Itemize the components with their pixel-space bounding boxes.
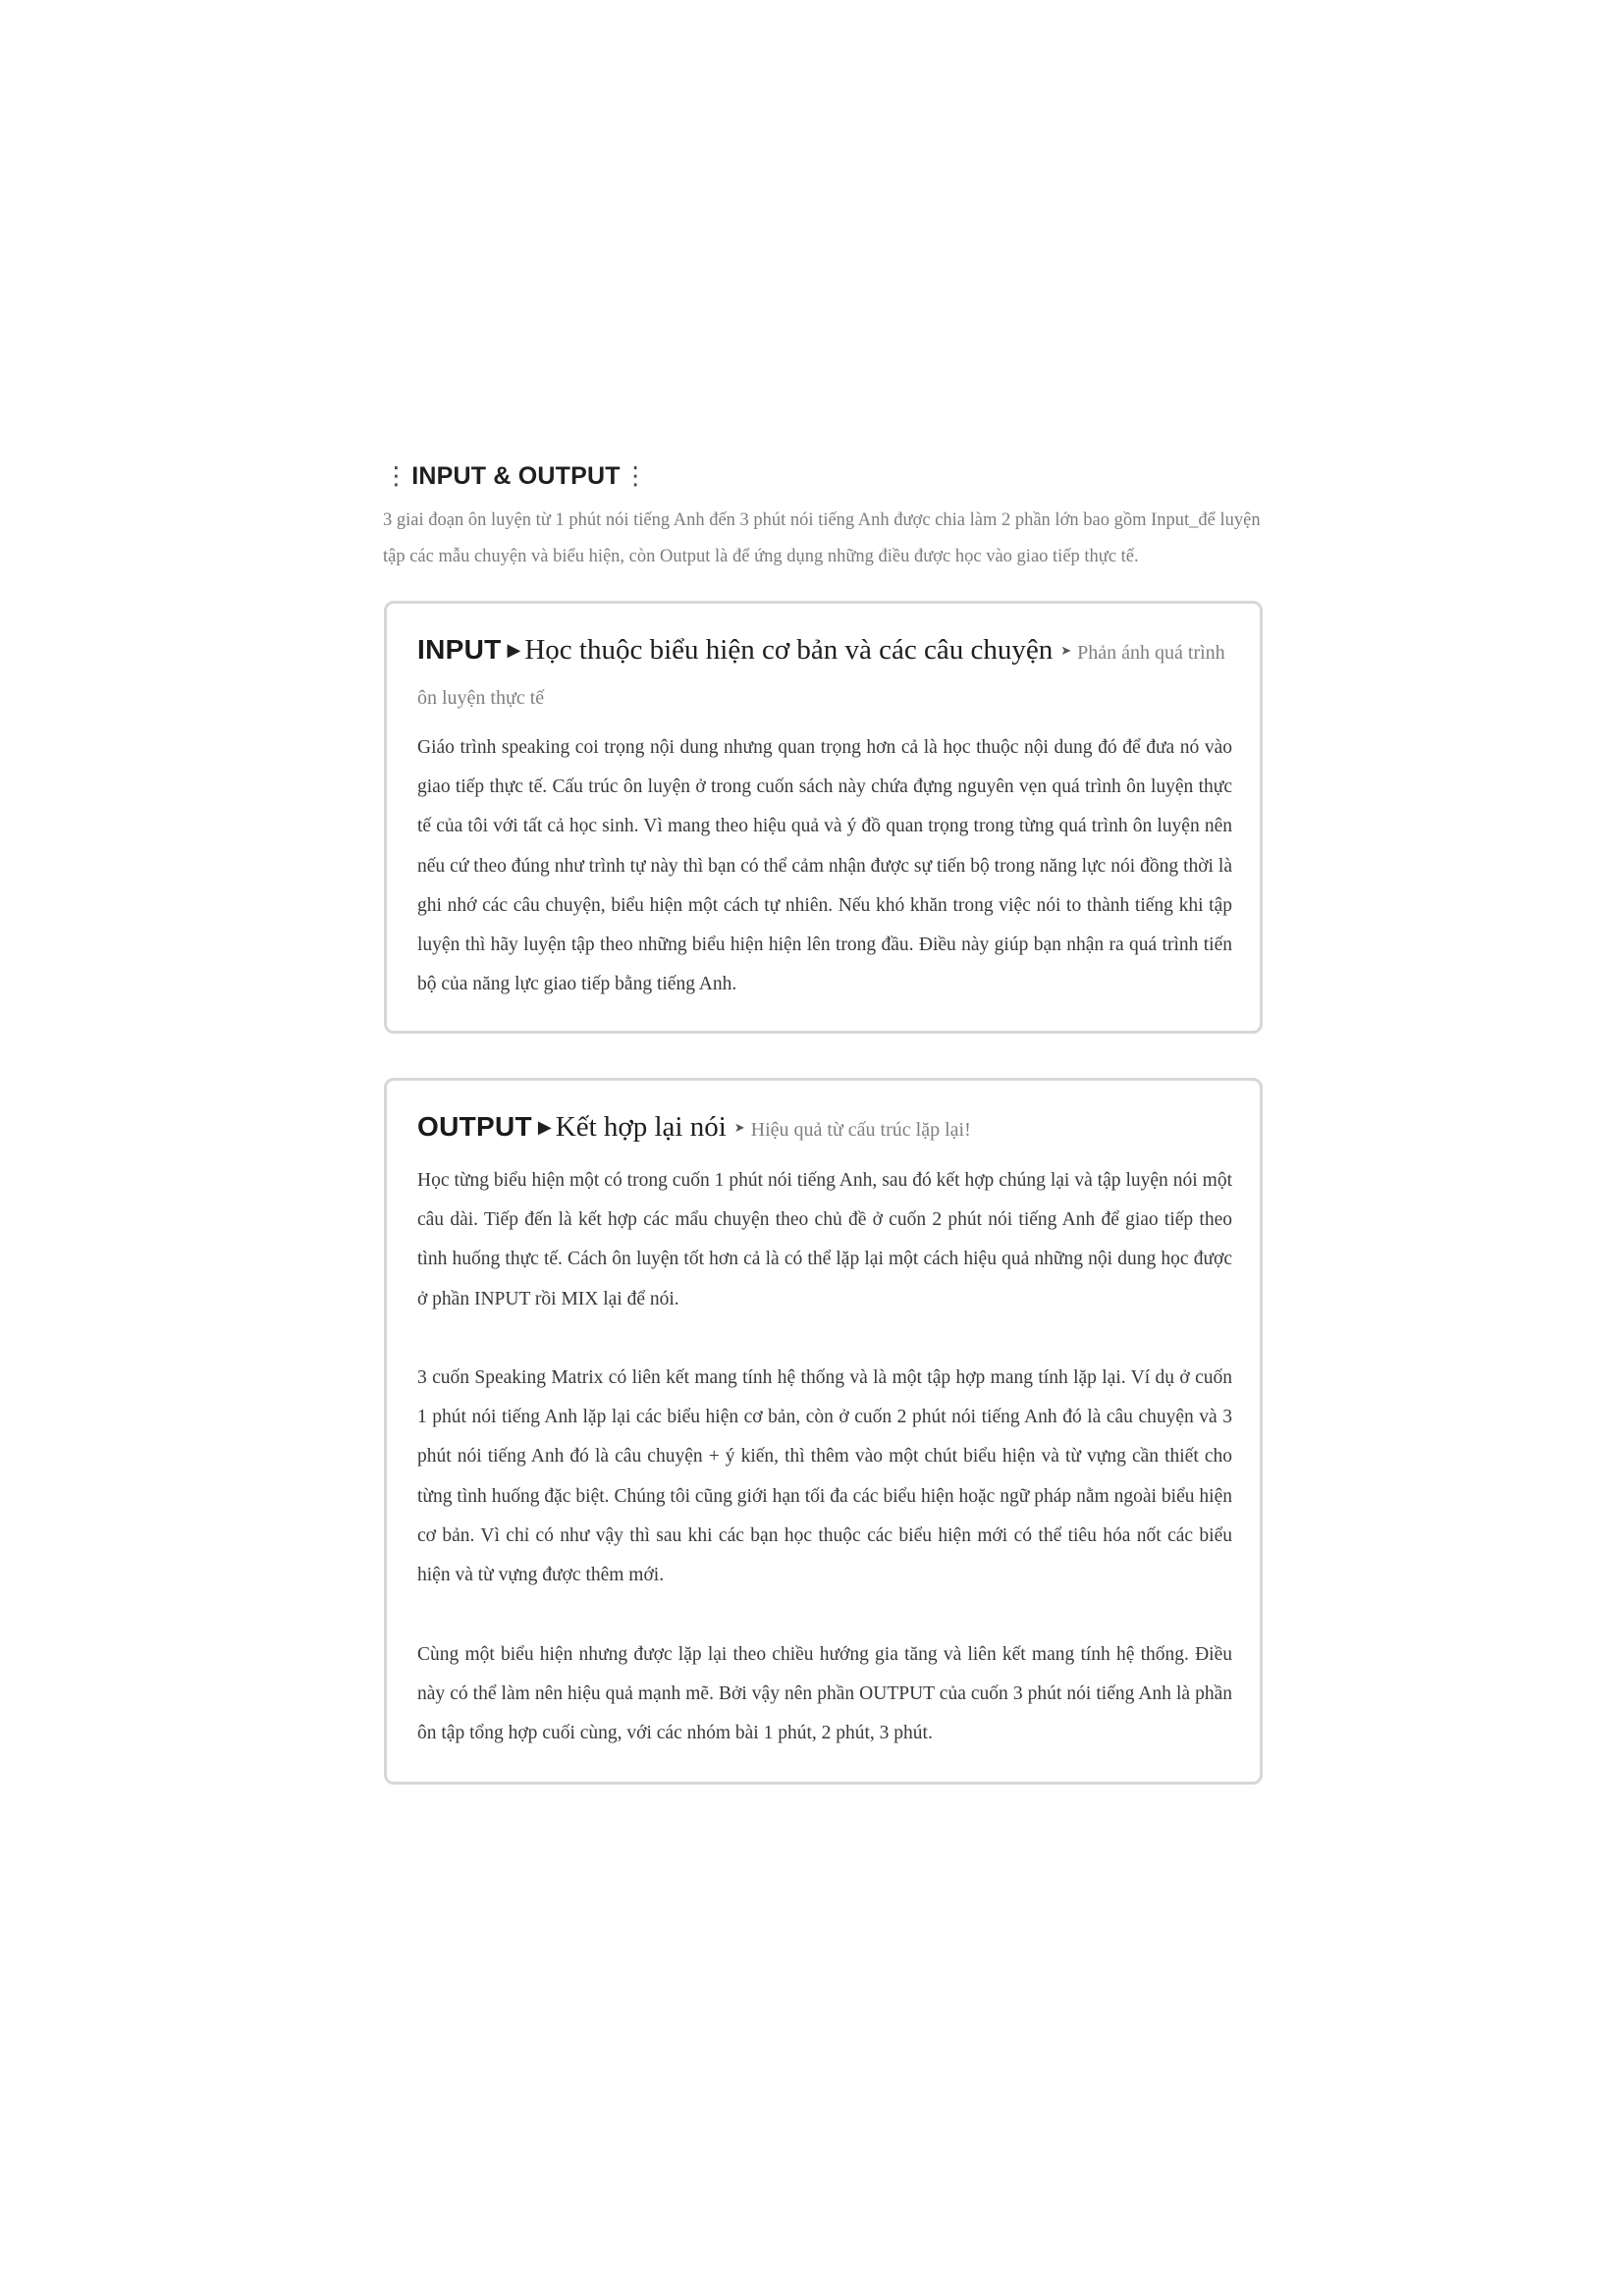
dots-right-icon: ⋮ bbox=[623, 462, 648, 490]
output-paragraph-3-wrap bbox=[417, 1635, 1232, 1754]
output-subtitle: Hiệu quả từ cấu trúc lặp lại! bbox=[750, 1119, 971, 1141]
output-paragraph-2-wrap bbox=[417, 1359, 1232, 1595]
input-tag: INPUT bbox=[417, 634, 502, 665]
chevron-right-icon: ➤ bbox=[1060, 644, 1072, 659]
play-arrow-icon: ▶ bbox=[507, 640, 521, 661]
dots-left-icon: ⋮ bbox=[384, 462, 409, 490]
output-tag: OUTPUT bbox=[417, 1111, 532, 1142]
play-arrow-icon: ▶ bbox=[537, 1117, 552, 1138]
output-paragraph: Cùng một biểu hiện nhưng được lặp lại theo chiều hướng gia tăng và liên kết mang tính hệ thống. Điều này có thể làm nên hiệu quả mạnh mẽ. Bởi vậy nên phần OUTPUT của cuốn 3 phút nói tiếng Anh là phần ôn tập tổng hợp cuối cùng, với các nhóm bài 1 phút, 2 phút, 3 phút. bbox=[417, 1644, 1232, 1744]
input-box-title bbox=[417, 629, 1232, 719]
intro-paragraph: 3 giai đoạn ôn luyện từ 1 phút nói tiếng Anh đến 3 phút nói tiếng Anh được chia làm 2 phần lớn bao gồm Input_để luyện tập các mẫu chuyện và biểu hiện, còn Output là để ứng dụng những điều được học vào giao tiếp thực tế. bbox=[383, 510, 1261, 566]
input-body bbox=[417, 728, 1232, 1004]
output-title: Kết hợp lại nói bbox=[555, 1111, 727, 1143]
output-paragraph-1-wrap bbox=[417, 1161, 1232, 1319]
input-subtitle: Phản ánh quá trình ôn luyện thực tế bbox=[417, 642, 1225, 709]
section-heading bbox=[381, 461, 651, 491]
output-box-title bbox=[417, 1106, 1232, 1153]
output-box bbox=[384, 1078, 1263, 1785]
input-paragraph: Giáo trình speaking coi trọng nội dung nhưng quan trọng hơn cả là học thuộc nội dung đó để đưa nó vào giao tiếp thực tế. Cấu trúc ôn luyện ở trong cuốn sách này chứa đựng nguyên vẹn quá trình ôn luyện thực tế của tôi với tất cả học sinh. Vì mang theo hiệu quả và ý đồ quan trọng trong từng quá trình ôn luyện nên nếu cứ theo đúng như trình tự này thì bạn có thể cảm nhận được sự tiến bộ trong năng lực nói đồng thời là ghi nhớ các câu chuyện, biểu hiện một cách tự nhiên. Nếu khó khăn trong việc nói to thành tiếng khi tập luyện thì hãy luyện tập theo những biểu hiện hiện lên trong đầu. Điều này giúp bạn nhận ra quá trình tiến bộ của năng lực giao tiếp bằng tiếng Anh. bbox=[417, 737, 1232, 995]
section-title: INPUT & OUTPUT bbox=[411, 462, 621, 490]
output-paragraph: Học từng biểu hiện một có trong cuốn 1 phút nói tiếng Anh, sau đó kết hợp chúng lại và tập luyện nói một câu dài. Tiếp đến là kết hợp các mẩu chuyện theo chủ đề ở cuốn 2 phút nói tiếng Anh để giao tiếp theo tình huống thực tế. Cách ôn luyện tốt hơn cả là có thể lặp lại một cách hiệu quả những nội dung học được ở phần INPUT rồi MIX lại để nói. bbox=[417, 1170, 1232, 1309]
input-box bbox=[384, 601, 1263, 1034]
output-paragraph: 3 cuốn Speaking Matrix có liên kết mang tính hệ thống và là một tập hợp mang tính lặp lại. Ví dụ ở cuốn 1 phút nói tiếng Anh lặp lại các biểu hiện cơ bản, còn ở cuốn 2 phút nói tiếng Anh đó là câu chuyện và 3 phút nói tiếng Anh đó là câu chuyện + ý kiến, thì thêm vào một chút biểu hiện và từ vựng cần thiết cho từng tình huống đặc biệt. Chúng tôi cũng giới hạn tối đa các biểu hiện hoặc ngữ pháp nằm ngoài biểu hiện cơ bản. Vì chỉ có như vậy thì sau khi các bạn học thuộc các biểu hiện mới có thể tiêu hóa nốt các biểu hiện và từ vựng được thêm mới. bbox=[417, 1367, 1232, 1586]
input-title: Học thuộc biểu hiện cơ bản và các câu chuyện bbox=[524, 634, 1054, 666]
chevron-right-icon: ➤ bbox=[733, 1121, 745, 1136]
